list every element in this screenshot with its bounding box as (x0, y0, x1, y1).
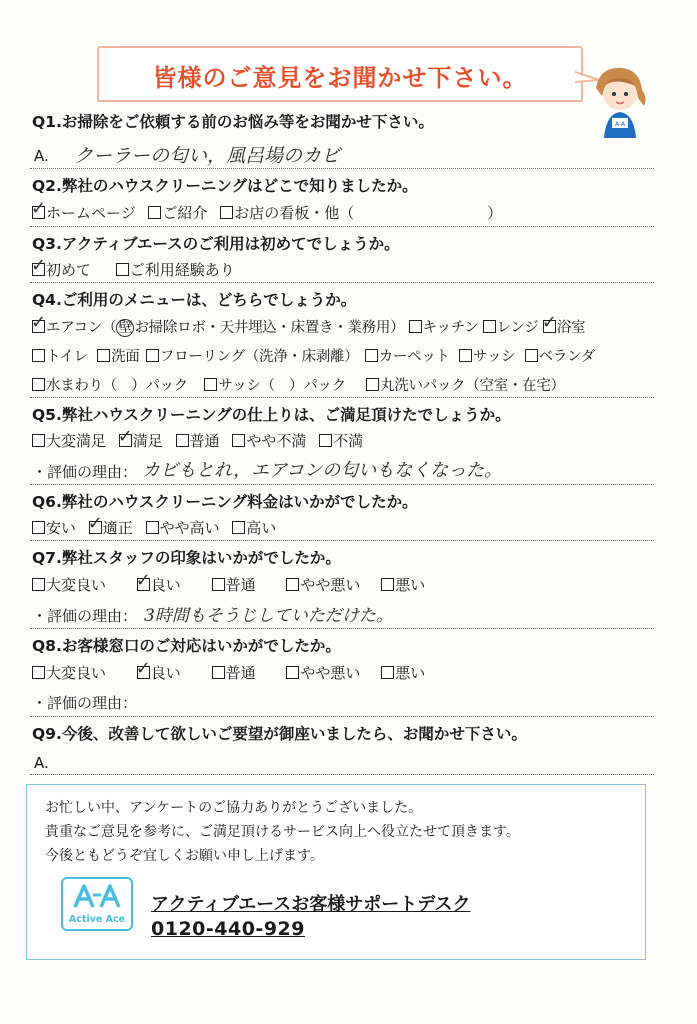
checkbox[interactable] (459, 349, 472, 362)
check-mark-icon: ✓ (87, 513, 103, 534)
checkbox[interactable] (146, 521, 159, 534)
q4-row-1 (31, 312, 586, 337)
checkbox[interactable] (220, 206, 233, 219)
q4-option-washroom[interactable]: 洗面 (97, 345, 139, 366)
checkbox-checked[interactable] (117, 426, 133, 447)
active-ace-logo (61, 877, 133, 931)
checkbox[interactable] (32, 578, 45, 591)
page-title: 皆様のご意見をお聞かせ下さい。 (152, 64, 528, 92)
q8-options (32, 658, 433, 683)
checkbox[interactable] (483, 320, 496, 333)
q6-option-expensive[interactable]: 高い (232, 517, 276, 538)
checkbox[interactable] (232, 521, 245, 534)
q4-option-carpet[interactable]: カーペット (365, 345, 450, 366)
q7-options (32, 570, 433, 595)
q6-option-cheap[interactable]: 安い (32, 517, 76, 538)
footer-line-2: 貴重なご意見を参考に、ご満足頂けるサービス向上へ役立たせて頂きます。 (45, 824, 520, 840)
checkbox[interactable] (32, 434, 45, 447)
divider (30, 168, 654, 169)
q4-option-bathroom[interactable]: ✓ 浴室 (541, 312, 586, 336)
check-mark-icon: ✓ (31, 312, 46, 333)
checkbox[interactable] (286, 578, 299, 591)
checkbox-checked[interactable] (31, 255, 47, 276)
q1-answer-prefix: A. (34, 147, 49, 165)
checkbox-checked[interactable] (31, 198, 47, 219)
checkbox[interactable] (116, 263, 129, 276)
q2-option-referral[interactable]: ご紹介 (148, 202, 207, 223)
footer-line-1: お忙しい中、アンケートのご協力ありがとうございました。 (45, 800, 423, 816)
q4-option-full-pack[interactable]: 丸洗いパック（空室・在宅） (366, 374, 565, 395)
q4-option-veranda[interactable]: ベランダ (525, 345, 595, 366)
checkbox[interactable] (366, 378, 379, 391)
q2-options (31, 198, 503, 223)
q7-option-bad[interactable]: 悪い (381, 574, 425, 595)
support-desk-link[interactable]: アクティブエースお客様サポートデスク (151, 894, 471, 915)
divider (30, 774, 654, 775)
checkbox-checked[interactable] (31, 312, 46, 333)
divider (30, 484, 654, 485)
q6-options (32, 513, 284, 538)
q5-option-satisfied[interactable]: ✓ 満足 (117, 426, 163, 450)
q6-option-slightly-expensive[interactable]: やや高い (146, 517, 220, 538)
checkbox[interactable] (409, 320, 422, 333)
q5-option-slightly-dissatisfied[interactable]: やや不満 (232, 430, 306, 451)
q3-option-used-before[interactable]: ご利用経験あり (116, 259, 235, 280)
check-mark-icon: ✓ (31, 198, 47, 219)
checkbox[interactable] (319, 434, 332, 447)
checkbox-checked[interactable] (541, 312, 557, 333)
title-banner (97, 46, 583, 102)
check-mark-icon: ✓ (117, 426, 133, 447)
q1-question: Q1.お掃除をご依頼する前のお悩み等をお聞かせ下さい。 (32, 113, 434, 131)
q4-option-flooring[interactable]: フローリング（洗浄・床剥離） (146, 345, 359, 366)
checkbox[interactable] (286, 666, 299, 679)
q8-option-normal[interactable]: 普通 (212, 662, 256, 683)
checkbox-checked[interactable] (135, 570, 151, 591)
checkbox[interactable] (32, 349, 45, 362)
checkbox[interactable] (32, 666, 45, 679)
q5-reason: カビもとれ，エアコンの匂いもなくなった。 (142, 460, 503, 481)
q8-reason-label: ・評価の理由： (32, 694, 138, 712)
q4-option-sash-pack[interactable]: サッシ（ ）パック (204, 374, 346, 395)
support-phone-link[interactable]: 0120-440-929 (151, 918, 305, 940)
q4-option-aircon[interactable]: ✓ エアコン（ 壁 お掃除ロボ・天井埋込・床置き・業務用） (31, 312, 405, 336)
checkbox[interactable] (204, 378, 217, 391)
footer-line-3: 今後ともどうぞ宜しくお願い申し上げます。 (45, 848, 324, 864)
q5-reason-label: ・評価の理由： (32, 463, 138, 481)
q4-option-range[interactable]: レンジ (483, 320, 539, 336)
q8-option-good[interactable]: ✓ 良い (135, 658, 181, 682)
checkbox-checked[interactable] (135, 658, 151, 679)
divider (30, 628, 654, 629)
checkbox[interactable] (232, 434, 245, 447)
q2-option-signboard-other[interactable]: お店の看板・他（ (220, 202, 354, 223)
q4-option-sash[interactable]: サッシ (459, 345, 515, 366)
checkbox[interactable] (381, 666, 394, 679)
q9-question: Q9.今後、改善して欲しいご要望が御座いましたら、お聞かせ下さい。 (32, 725, 527, 743)
q4-question: Q4.ご利用のメニューは、どちらでしょうか。 (32, 291, 357, 309)
q5-option-dissatisfied[interactable]: 不満 (319, 430, 363, 451)
q6-question: Q6.弊社のハウスクリーニング料金はいかがでしたか。 (32, 493, 418, 511)
q4-option-toilet[interactable]: トイレ (32, 345, 88, 366)
checkbox-checked[interactable] (87, 513, 103, 534)
q6-option-fair[interactable]: ✓ 適正 (87, 513, 133, 537)
q5-options (32, 426, 371, 451)
active-ace-logo-icon (71, 883, 123, 909)
mascot-badge: A-A (614, 121, 626, 128)
q7-reason-label: ・評価の理由： (32, 607, 138, 625)
mascot-girl-icon (578, 58, 658, 138)
q3-question: Q3.アクティブエースのご利用は初めてでしょうか。 (32, 235, 400, 253)
checkbox[interactable] (381, 578, 394, 591)
divider (30, 282, 654, 283)
divider (30, 540, 654, 541)
checkbox[interactable] (32, 521, 45, 534)
q3-option-first-time[interactable]: ✓ 初めて (31, 255, 92, 279)
checkbox[interactable] (212, 666, 225, 679)
q4-row-3 (32, 374, 565, 395)
q4-option-water-pack[interactable]: 水まわり（ ）パック (32, 374, 188, 395)
q4-option-kitchen[interactable]: キッチン (409, 320, 479, 336)
q5-question: Q5.弊社ハウスクリーニングの仕上りは、ご満足頂けたでしょうか。 (32, 406, 511, 424)
check-mark-icon: ✓ (31, 255, 47, 276)
q7-option-slightly-bad[interactable]: やや悪い (286, 574, 360, 595)
check-mark-icon: ✓ (135, 658, 151, 679)
logo-text: Active Ace (68, 914, 126, 925)
q8-question: Q8.お客様窓口のご対応はいかがでしたか。 (32, 637, 341, 655)
q8-option-very-good[interactable]: 大変良い (32, 662, 106, 683)
q4-wall-circled: 壁 (118, 320, 133, 336)
q7-option-good[interactable]: ✓ 良い (135, 570, 181, 594)
check-mark-icon: ✓ (541, 312, 557, 333)
q2-question: Q2.弊社のハウスクリーニングはどこで知りましたか。 (32, 177, 418, 195)
q4-row-2 (32, 345, 595, 366)
q5-option-normal[interactable]: 普通 (176, 430, 220, 451)
q7-option-very-good[interactable]: 大変良い (32, 574, 106, 595)
q1-answer: クーラーの匂い，風呂場のカビ (74, 145, 341, 167)
q5-option-very-satisfied[interactable]: 大変満足 (32, 430, 106, 451)
q2-option-homepage[interactable]: ✓ ホームページ (31, 198, 136, 222)
q8-option-slightly-bad[interactable]: やや悪い (286, 662, 360, 683)
divider (30, 397, 654, 398)
q8-option-bad[interactable]: 悪い (381, 662, 425, 683)
checkbox[interactable] (176, 434, 189, 447)
checkbox[interactable] (32, 378, 45, 391)
q7-option-normal[interactable]: 普通 (212, 574, 256, 595)
check-mark-icon: ✓ (135, 570, 151, 591)
checkbox[interactable] (146, 349, 159, 362)
checkbox[interactable] (148, 206, 161, 219)
thank-you-box (26, 784, 646, 960)
q2-other-close: ） (487, 204, 503, 222)
checkbox[interactable] (212, 578, 225, 591)
checkbox[interactable] (97, 349, 110, 362)
divider (30, 226, 654, 227)
q9-answer-prefix: A. (34, 754, 49, 772)
checkbox[interactable] (365, 349, 378, 362)
checkbox[interactable] (525, 349, 538, 362)
q7-question: Q7.弊社スタッフの印象はいかがでしたか。 (32, 549, 341, 567)
q7-reason: 3時間もそうじしていただけた。 (144, 606, 393, 626)
q3-options (31, 255, 243, 280)
divider (30, 716, 654, 717)
